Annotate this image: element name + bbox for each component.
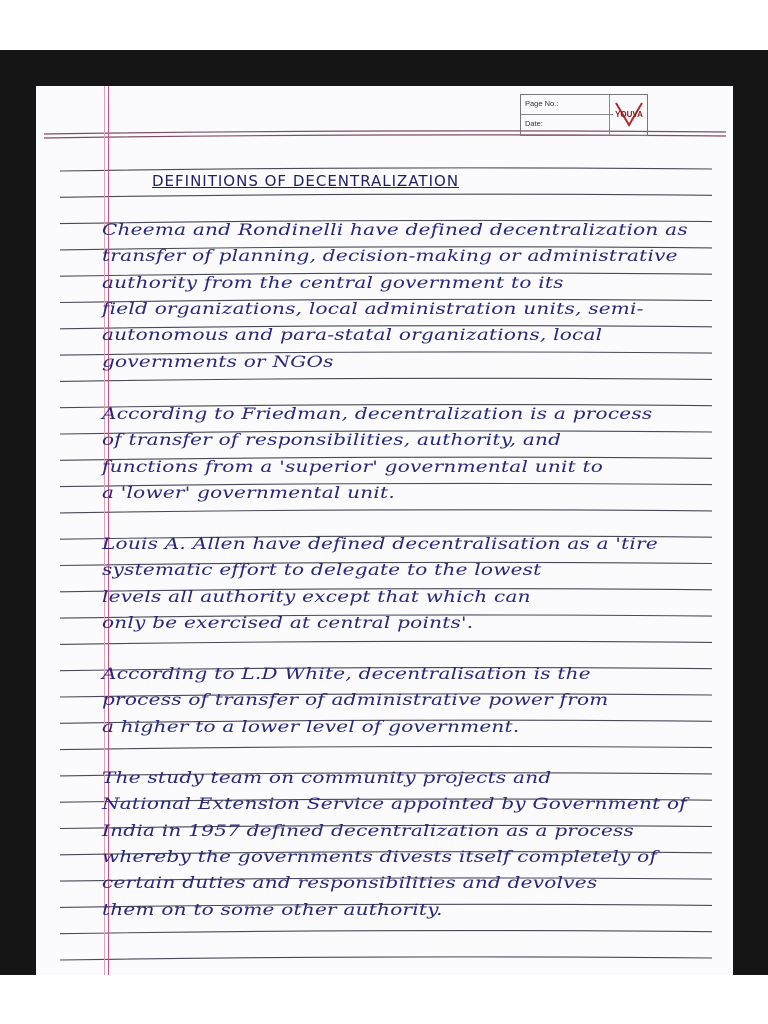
ruled-line <box>60 378 712 381</box>
brand-name: YOUVA <box>615 110 643 119</box>
handwritten-line: Cheema and Rondinelli have defined decentralization as <box>102 220 688 239</box>
handwritten-line: whereby the governments divests itself completely of <box>102 846 658 866</box>
handwritten-line: governments or NGOs <box>102 351 334 371</box>
handwritten-line: only be exercised at central points'. <box>102 612 474 632</box>
handwritten-line: them on to some other authority. <box>102 899 443 919</box>
handwritten-line: a higher to a lower level of government. <box>102 716 520 736</box>
page-number-box <box>520 94 648 136</box>
date-label: Date: <box>525 119 543 128</box>
page-no-label: Page No.: <box>521 95 613 115</box>
ruled-line <box>60 957 712 960</box>
ruled-line <box>60 194 712 197</box>
handwritten-line: Louis A. Allen have defined decentralisation as a 'tire <box>102 534 658 553</box>
notebook-page <box>36 86 733 975</box>
handwritten-line: autonomous and para-statal organizations, local <box>102 325 603 345</box>
handwritten-line: levels all authority except that which can <box>102 586 531 606</box>
handwritten-line: certain duties and responsibilities and devolves <box>102 873 598 893</box>
ruled-line <box>60 641 712 644</box>
handwritten-line: The study team on community projects and <box>102 768 552 787</box>
ruled-line <box>60 931 712 934</box>
handwritten-line: functions from a 'superior' governmental unit to <box>102 456 604 476</box>
ruled-line <box>60 168 712 171</box>
handwritten-line: of transfer of responsibilities, authority, and <box>102 430 562 450</box>
page-title: DEFINITIONS OF DECENTRALIZATION <box>152 172 460 190</box>
handwritten-line: National Extension Service appointed by Government of <box>102 794 687 814</box>
handwritten-line: transfer of planning, decision-making or administrative <box>102 246 678 266</box>
handwritten-line: India in 1957 defined decentralization as a process <box>102 820 635 840</box>
handwritten-line: field organizations, local administration units, semi- <box>102 298 644 318</box>
ruled-line <box>60 746 712 749</box>
handwritten-line: process of transfer of administrative power from <box>102 690 609 710</box>
handwritten-line: systematic effort to delegate to the lowest <box>102 560 542 580</box>
handwritten-line: According to Friedman, decentralization is a process <box>102 404 653 423</box>
ruled-line <box>60 510 712 513</box>
handwritten-line: According to L.D White, decentralisation is the <box>102 664 591 683</box>
handwritten-line: authority from the central government to its <box>102 272 564 292</box>
handwritten-line: a 'lower' governmental unit. <box>102 482 395 502</box>
brand-logo <box>609 95 648 135</box>
